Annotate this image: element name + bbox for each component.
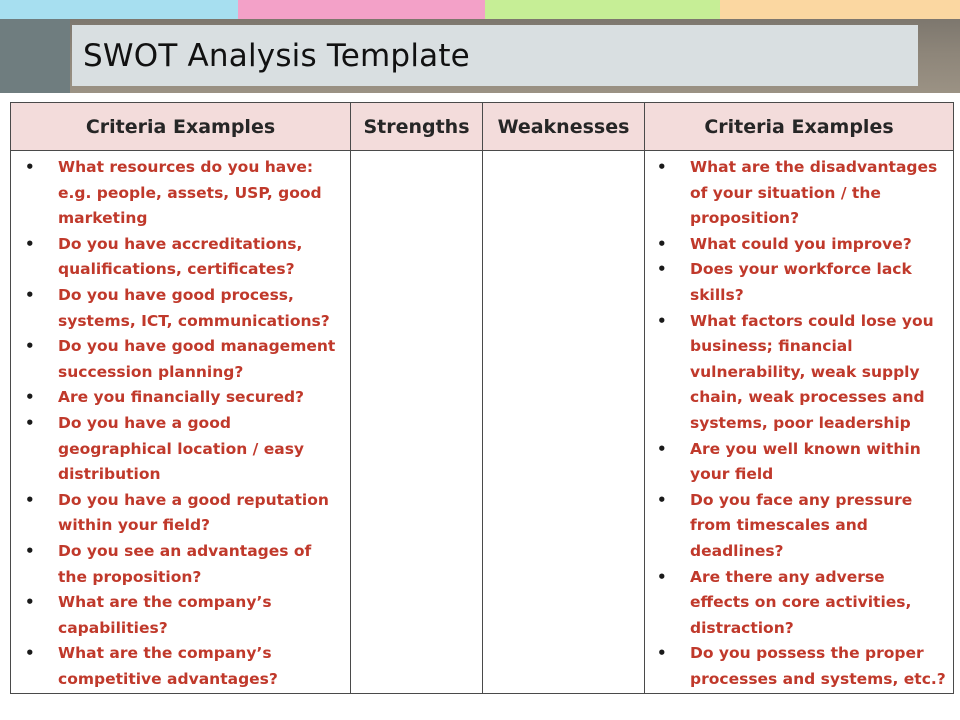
bullet-icon: • xyxy=(657,260,667,279)
list-item xyxy=(21,334,344,385)
list-item-text: What are the company’s capabilities? xyxy=(58,593,272,637)
bullet-icon: • xyxy=(25,413,35,432)
page-title: SWOT Analysis Template xyxy=(83,37,470,74)
stripe-pink xyxy=(238,0,485,19)
bullet-icon: • xyxy=(657,311,667,330)
title-box xyxy=(72,25,918,86)
bullet-icon: • xyxy=(25,644,35,663)
list-item xyxy=(21,155,344,232)
list-item xyxy=(21,590,344,641)
criteria-left-list xyxy=(21,155,344,692)
list-item-text: Does your workforce lack skills? xyxy=(690,260,912,304)
strengths-cell[interactable] xyxy=(351,151,483,694)
list-item xyxy=(21,232,344,283)
bullet-icon: • xyxy=(657,158,667,176)
list-item-text: What are the disadvantages of your situation / the proposition? xyxy=(690,158,938,228)
list-item-text: What factors could lose you business; financial vulnerability, weak supply chain, weak processes and systems, poor leadership xyxy=(690,311,934,432)
list-item xyxy=(653,257,947,308)
bullet-icon: • xyxy=(657,234,667,253)
list-item xyxy=(21,411,344,488)
header-weaknesses: Weaknesses xyxy=(483,103,645,151)
weaknesses-cell[interactable] xyxy=(483,151,645,694)
bullet-icon: • xyxy=(25,234,35,253)
bullet-icon: • xyxy=(25,541,35,560)
bullet-icon: • xyxy=(657,490,667,509)
header-strengths: Strengths xyxy=(351,103,483,151)
header-band-accent xyxy=(0,19,70,93)
bullet-icon: • xyxy=(25,337,35,356)
bullet-icon: • xyxy=(25,593,35,612)
header-row xyxy=(11,103,954,151)
list-item-text: Do you have a good reputation within your field? xyxy=(58,490,329,535)
list-item xyxy=(653,155,947,232)
list-item-text: Do you face any pressure from timescales and deadlines? xyxy=(690,490,913,560)
swot-table xyxy=(10,102,954,694)
list-item-text: Are you financially secured? xyxy=(58,388,305,407)
list-item xyxy=(653,437,947,488)
bullet-icon: • xyxy=(657,644,667,663)
header-criteria-right: Criteria Examples xyxy=(645,103,954,151)
top-color-stripe xyxy=(0,0,960,19)
list-item xyxy=(21,385,344,411)
list-item xyxy=(21,539,344,590)
list-item xyxy=(653,232,947,258)
list-item-text: Do you have good management succession planning? xyxy=(58,337,336,381)
list-item xyxy=(653,565,947,642)
list-item-text: What could you improve? xyxy=(690,234,912,253)
list-item-text: Do you have a good geographical location / easy distribution xyxy=(58,413,305,484)
bullet-icon: • xyxy=(25,388,35,407)
list-item-text: What resources do you have: e.g. people, assets, USP, good marketing xyxy=(58,158,322,228)
list-item-text: Are you well known within your field xyxy=(690,439,921,484)
list-item xyxy=(21,488,344,539)
body-row xyxy=(11,151,954,694)
list-item-text: Do you have accreditations, qualifications, certificates? xyxy=(58,234,303,279)
stripe-green xyxy=(485,0,720,19)
list-item-text: What are the company’s competitive advantages? xyxy=(58,644,278,688)
list-item xyxy=(653,488,947,565)
criteria-left-cell xyxy=(11,151,351,694)
criteria-right-list xyxy=(653,155,947,692)
bullet-icon: • xyxy=(657,567,667,586)
list-item xyxy=(653,641,947,692)
list-item-text: Do you see an advantages of the proposition? xyxy=(58,541,312,586)
list-item-text: Do you have good process, systems, ICT, communications? xyxy=(58,285,330,330)
header-criteria-left: Criteria Examples xyxy=(11,103,351,151)
bullet-icon: • xyxy=(657,439,667,458)
bullet-icon: • xyxy=(25,490,35,509)
list-item-text: Are there any adverse effects on core activities, distraction? xyxy=(690,567,912,637)
list-item xyxy=(21,283,344,334)
criteria-right-cell xyxy=(645,151,954,694)
list-item xyxy=(653,309,947,437)
list-item xyxy=(21,641,344,692)
stripe-blue xyxy=(0,0,238,19)
list-item-text: Do you possess the proper processes and systems, etc.? xyxy=(690,644,946,688)
bullet-icon: • xyxy=(25,158,35,176)
stripe-orange xyxy=(720,0,960,19)
bullet-icon: • xyxy=(25,285,35,304)
